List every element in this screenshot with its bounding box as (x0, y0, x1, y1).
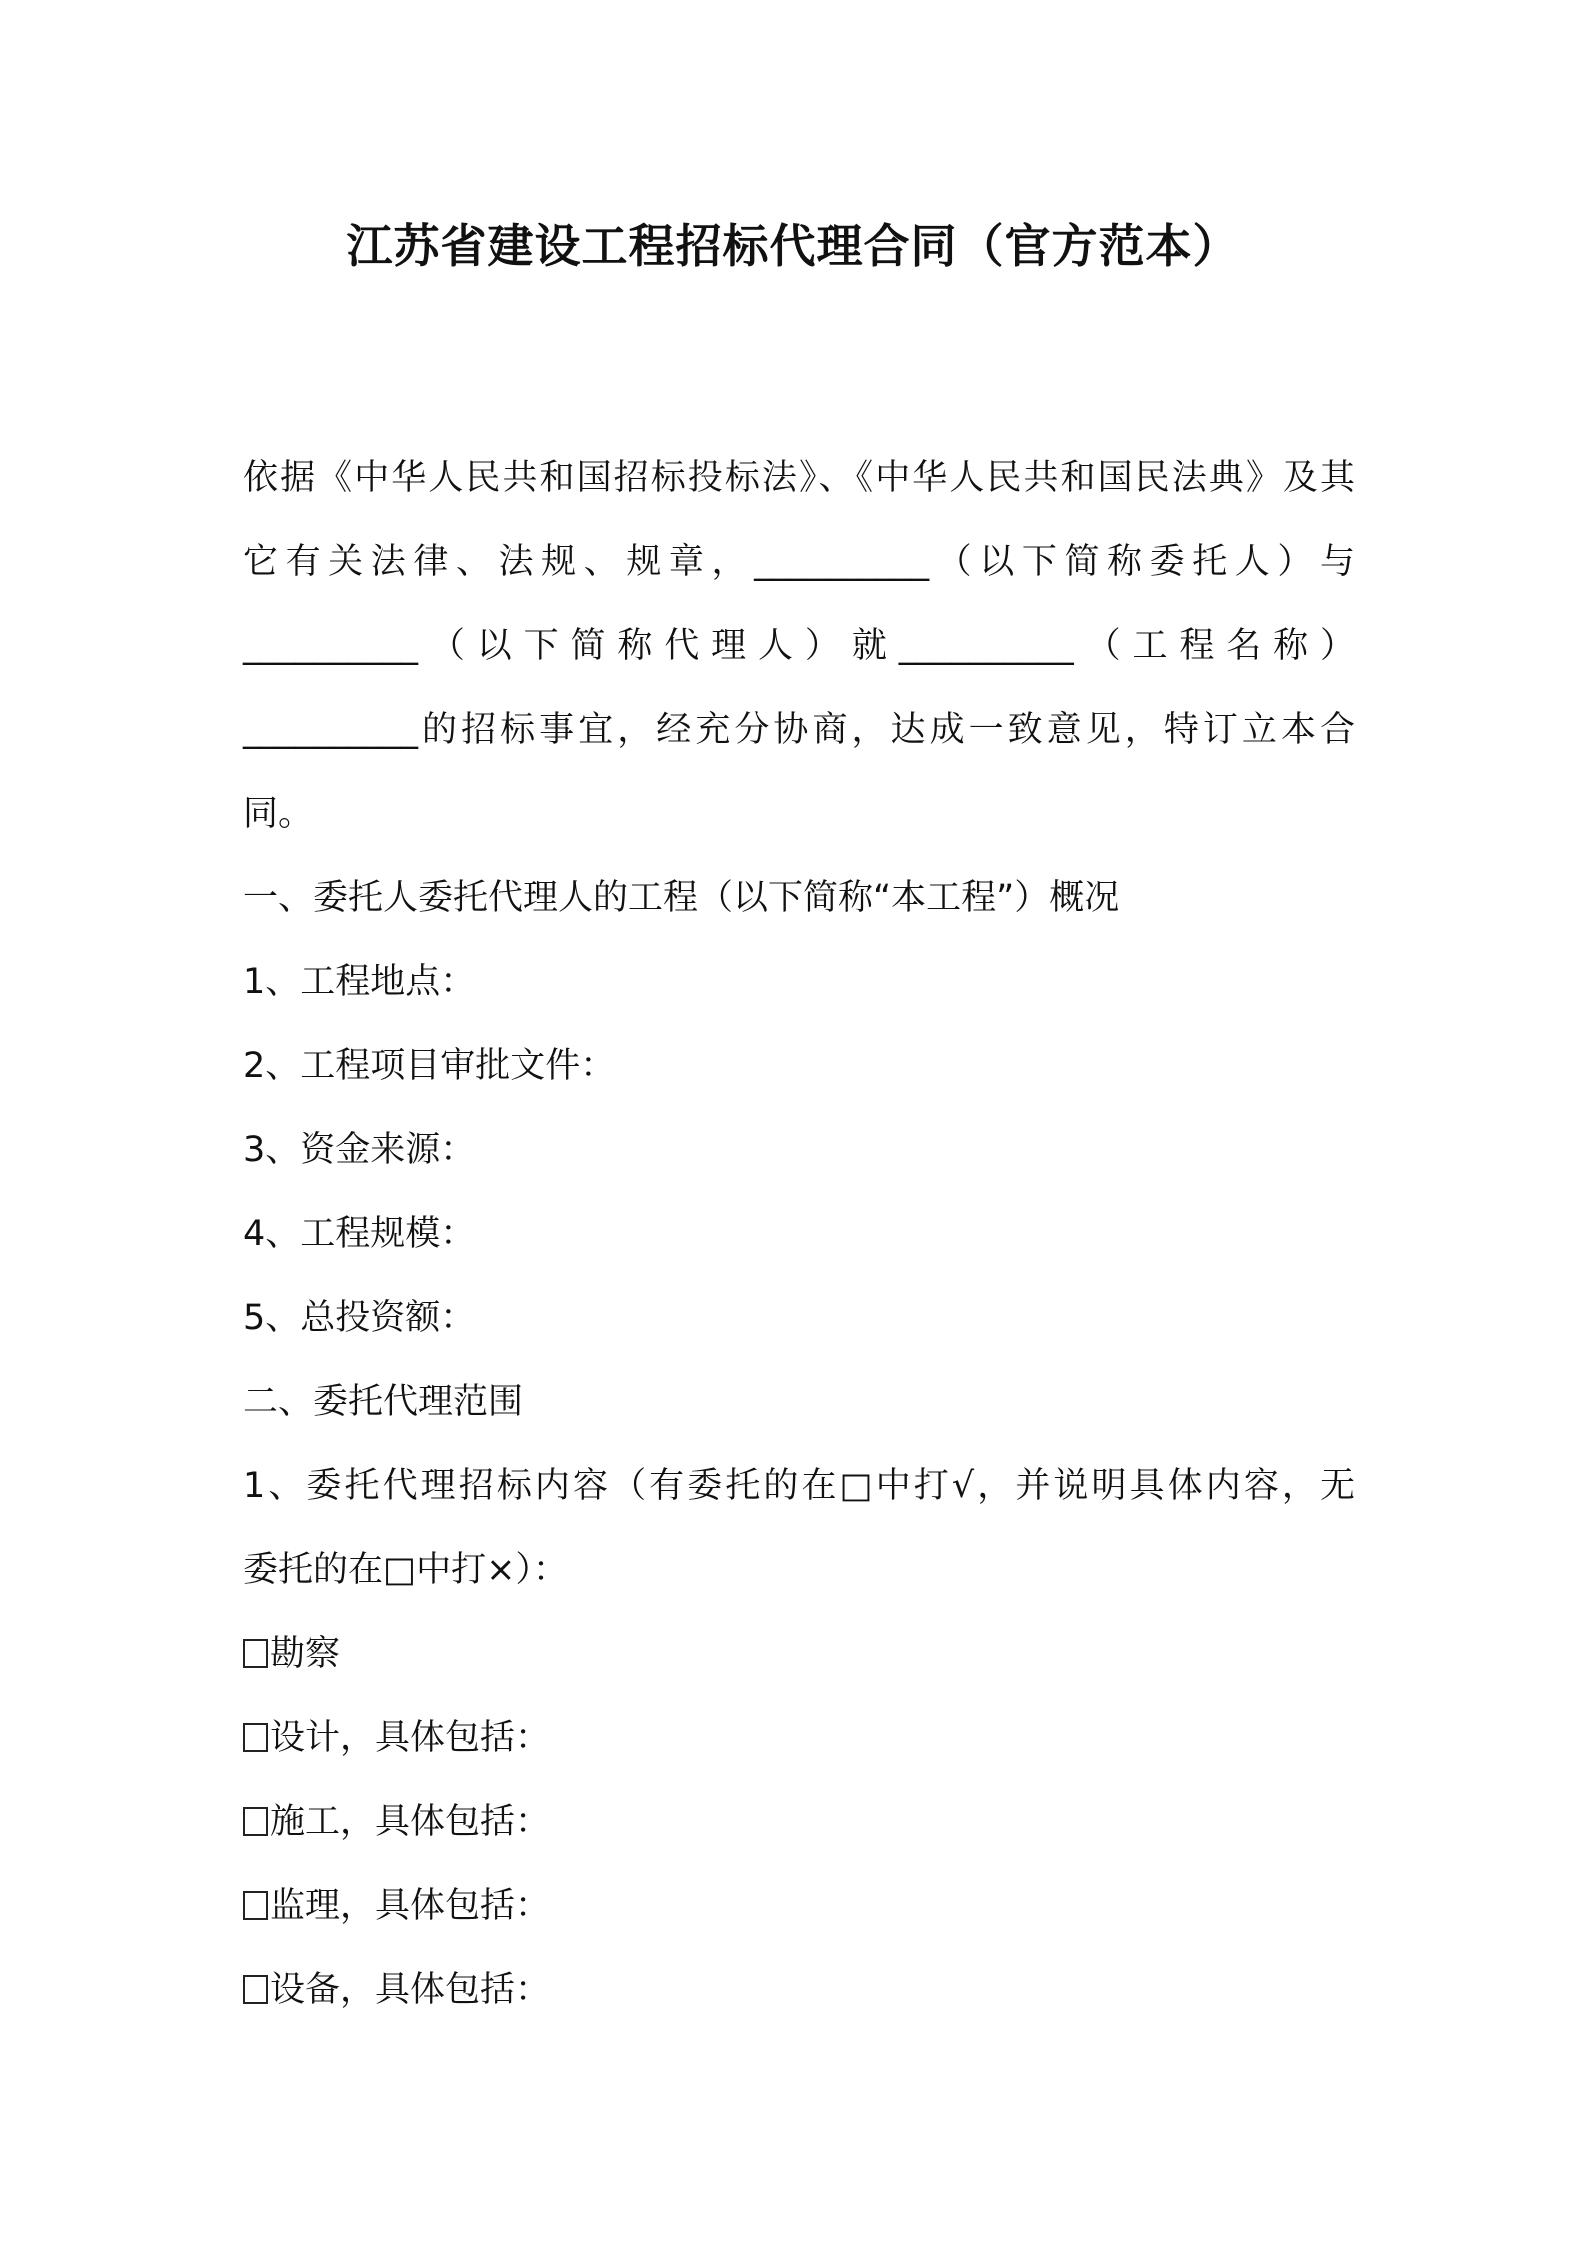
option-label: 施工，具体包括： (270, 1802, 551, 1842)
overview-item: 4、工程规模： (243, 1214, 476, 1254)
checkbox-construction[interactable] (243, 1807, 268, 1836)
checkbox-supervision[interactable] (243, 1891, 268, 1920)
overview-item: 1、工程地点： (243, 962, 476, 1002)
section-2-heading: 二、委托代理范围 (243, 1382, 524, 1422)
preamble-line-1: 依据《中华人民共和国招标投标法》、《中华人民共和国民法典》及其 (243, 458, 1355, 498)
checkbox-survey[interactable] (243, 1639, 268, 1668)
scope-option-survey (243, 1629, 1355, 1679)
overview-item: 2、工程项目审批文件： (243, 1046, 616, 1086)
scope-option-design (243, 1713, 1355, 1763)
document-title: 江苏省建设工程招标代理合同（官方范本） (346, 219, 1240, 273)
option-label: 监理，具体包括： (270, 1886, 551, 1926)
option-label: 勘察 (270, 1634, 341, 1674)
scope-option-construction (243, 1797, 1355, 1847)
preamble-line-4: __________的招标事宜，经充分协商，达成一致意见，特订立本合 (243, 710, 1355, 750)
option-label: 设计，具体包括： (270, 1718, 551, 1758)
section-1-heading: 一、委托人委托代理人的工程（以下简称“本工程”）概况 (243, 878, 1120, 918)
overview-item: 5、总投资额： (243, 1298, 476, 1338)
scope-instruction-line-1: 1、委托代理招标内容（有委托的在□中打√，并说明具体内容，无 (243, 1466, 1355, 1506)
checkbox-equipment[interactable] (243, 1975, 268, 2004)
scope-option-equipment (243, 1965, 1355, 2015)
checkbox-design[interactable] (243, 1723, 268, 1752)
preamble-line-3: __________（以下简称代理人）就__________（工程名称） (243, 626, 1355, 666)
option-label: 设备，具体包括： (270, 1970, 551, 2010)
scope-instruction-line-2: 委托的在□中打×）： (243, 1550, 568, 1590)
preamble-line-2: 它有关法律、法规、规章，__________（以下简称委托人）与 (243, 542, 1355, 582)
scope-option-supervision (243, 1881, 1355, 1931)
overview-item: 3、资金来源： (243, 1130, 476, 1170)
preamble-line-5: 同。 (243, 794, 314, 834)
